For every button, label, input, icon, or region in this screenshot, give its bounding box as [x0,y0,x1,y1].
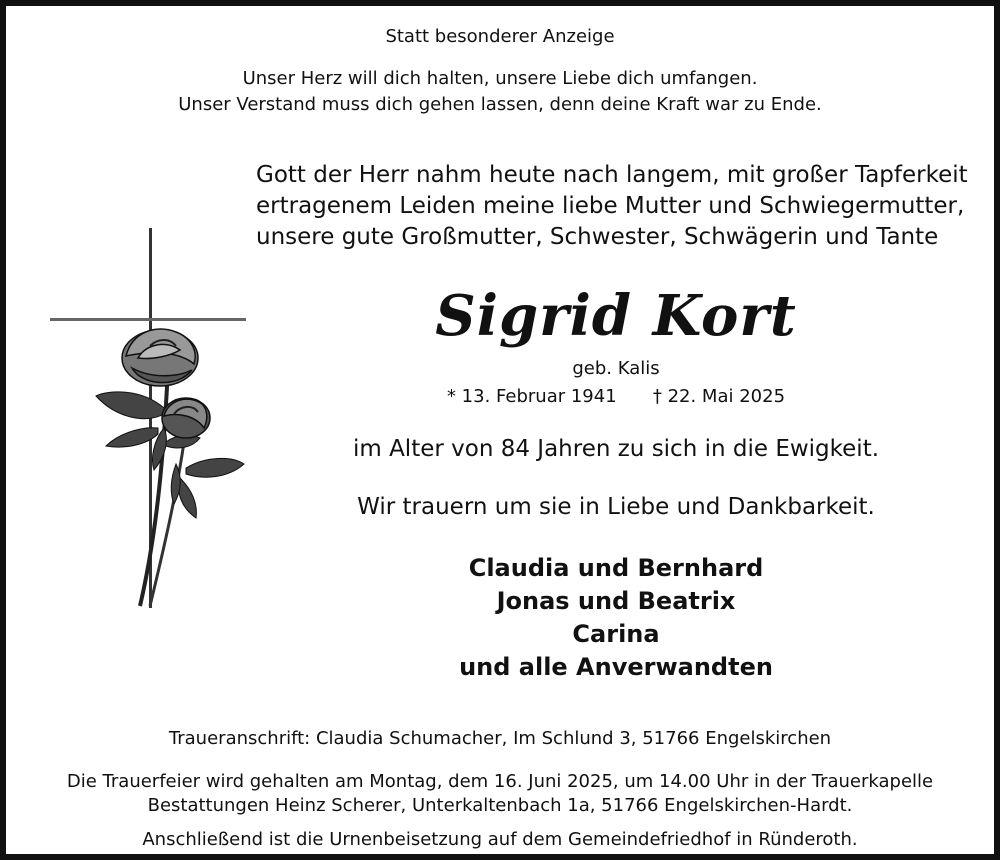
intro-paragraph [256,160,976,253]
death-date: † 22. Mai 2025 [652,386,786,407]
intro-line-2: ertragenem Leiden meine liebe Mutter und Schwiegermutter, [256,193,965,219]
rose-small [162,398,210,438]
family-member-1: Claudia und Bernhard [468,554,764,582]
cross-with-roses-illustration [46,228,266,614]
cross-horizontal-beam [50,318,246,321]
family-signatures [346,552,886,684]
rose-large [122,329,198,386]
poem-line-1: Unser Herz will dich halten, unsere Liebe dich umfangen. [242,68,758,89]
deceased-name: Sigrid Kort [435,283,797,349]
birth-name: geb. Kalis [572,358,660,379]
family-member-2: Jonas und Beatrix [496,587,736,615]
mourning-address: Traueranschrift: Claudia Schumacher, Im Schlund 3, 51766 Engelskirchen [168,728,832,749]
age-line: im Alter von 84 Jahren zu sich in die Ewigkeit. [352,436,880,462]
birth-date: * 13. Februar 1941 [446,386,617,407]
life-dates [346,386,886,407]
ceremony-line-1: Die Trauerfeier wird gehalten am Montag, dem 16. Juni 2025, um 14.00 Uhr in der Trauerkapelle [66,771,934,792]
burial-line: Anschließend ist die Urnenbeisetzung auf dem Gemeindefriedhof in Ründeroth. [142,829,858,850]
intro-line-3: unsere gute Großmutter, Schwester, Schwägerin und Tante [256,224,939,250]
ceremony-line-2: Bestattungen Heinz Scherer, Unterkaltenbach 1a, 51766 Engelskirchen-Hardt. [147,795,853,816]
intro-line-1: Gott der Herr nahm heute nach langem, mit großer Tapferkeit [256,162,968,188]
family-member-4: und alle Anverwandten [459,653,773,681]
family-member-3: Carina [572,620,660,648]
header-text: Statt besonderer Anzeige [385,26,615,47]
poem-line-2: Unser Verstand muss dich gehen lassen, denn deine Kraft war zu Ende. [178,94,822,115]
mourning-line: Wir trauern um sie in Liebe und Dankbarkeit. [357,494,875,520]
